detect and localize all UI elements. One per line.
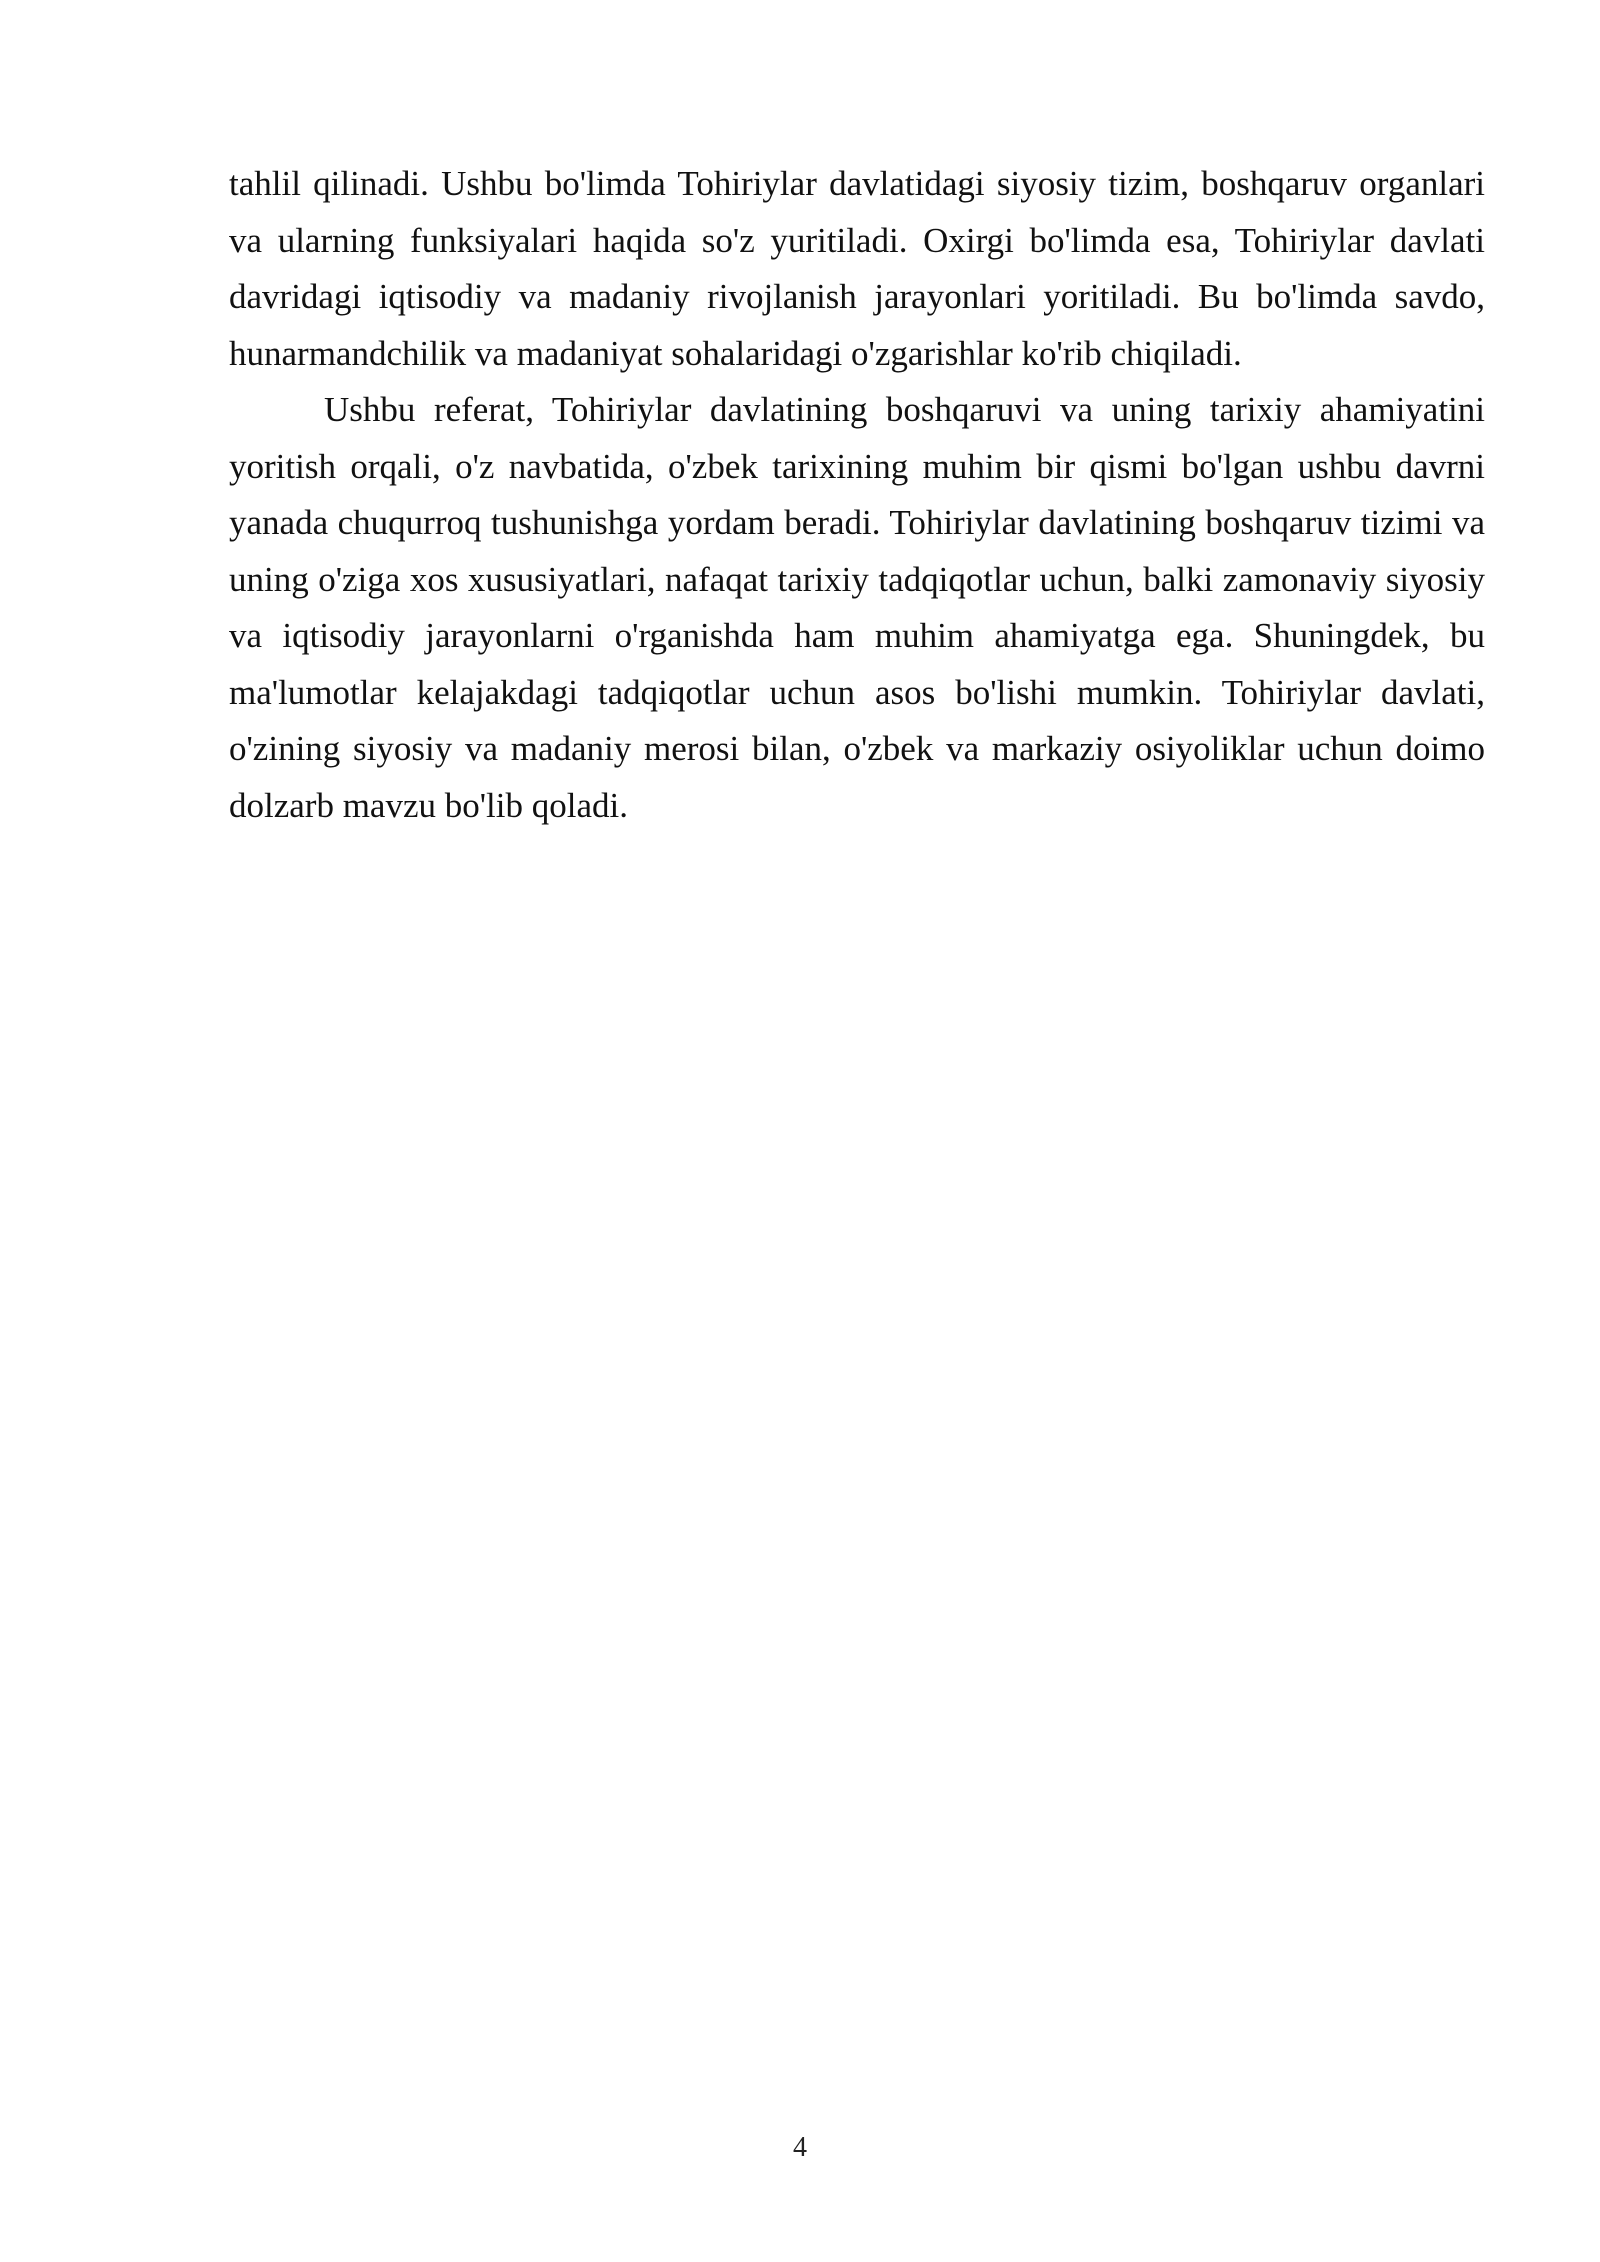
body-text — [229, 156, 1485, 834]
paragraph-conclusion: Ushbu referat, Tohiriylar davlatining boshqaruvi va uning tarixiy ahamiyatini yoritish orqali, o'z navbatida, o'zbek tarixining muhim bir qismi bo'lgan ushbu davrni yanada chuqurroq tushunishga yordam beradi. Tohiriylar davlatining boshqaruv tizimi va uning o'ziga xos xususiyatlari, nafaqat tarixiy tadqiqotlar uchun, balki zamonaviy siyosiy va iqtisodiy jarayonlarni o'rganishda ham muhim ahamiyatga ega. Shuningdek, bu ma'lumotlar kelajakdagi tadqiqotlar uchun asos bo'lishi mumkin. Tohiriylar davlati, o'zining siyosiy va madaniy merosi bilan, o'zbek va markaziy osiyoliklar uchun doimo dolzarb mavzu bo'lib qoladi. — [229, 390, 1485, 825]
paragraph-continuation: tahlil qilinadi. Ushbu bo'limda Tohiriylar davlatidagi siyosiy tizim, boshqaruv organlari va ularning funksiyalari haqida so'z yuritiladi. Oxirgi bo'limda esa, Tohiriylar davlati davridagi iqtisodiy va madaniy rivojlanish jarayonlari yoritiladi. Bu bo'limda savdo, hunarmandchilik va madaniyat sohalaridagi o'zgarishlar ko'rib chiqiladi. — [229, 164, 1485, 373]
page-number: 4 — [793, 2132, 807, 2163]
